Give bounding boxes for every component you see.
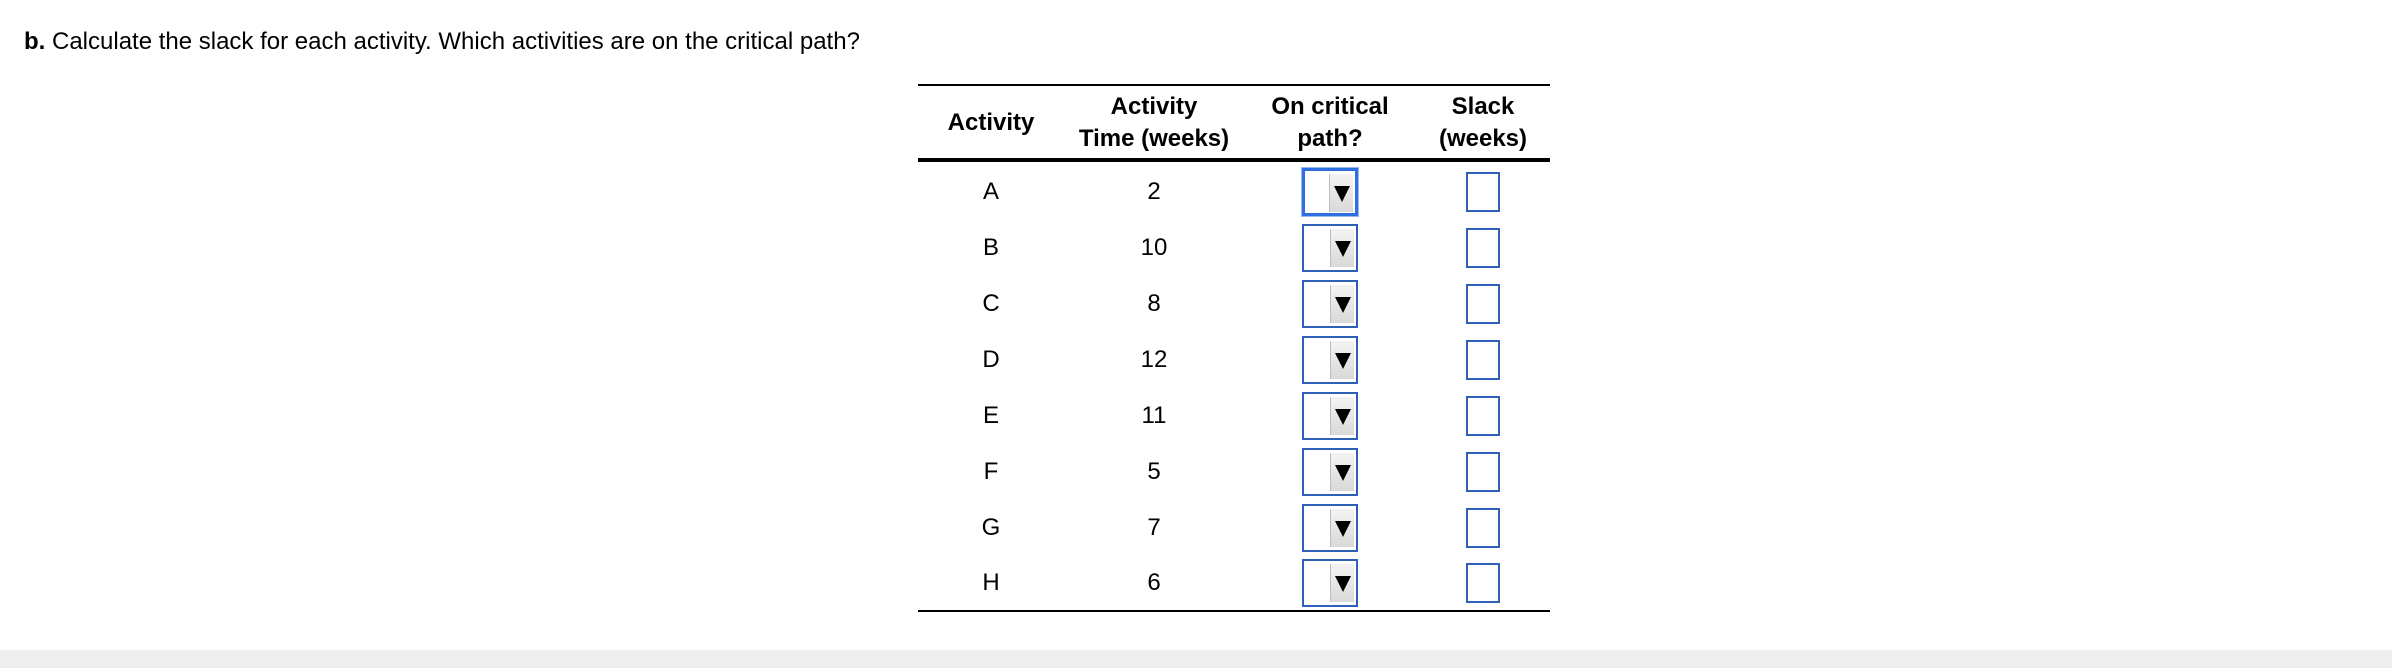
table-row — [918, 160, 1550, 220]
slack-cell — [1416, 556, 1550, 611]
critical-path-select-d[interactable] — [1302, 336, 1358, 384]
header-time-line1: Activity — [1110, 92, 1198, 120]
activity-cell: B — [982, 234, 999, 261]
time-cell: 11 — [1141, 402, 1167, 429]
header-critical-line1: On critical — [1271, 92, 1389, 120]
critical-path-cell — [1244, 388, 1416, 444]
time-cell: 2 — [1147, 178, 1161, 205]
critical-path-select-h[interactable] — [1302, 559, 1358, 607]
critical-path-select-a[interactable] — [1302, 168, 1358, 216]
critical-path-select-c[interactable] — [1302, 280, 1358, 328]
triangle-down-icon[interactable] — [1330, 341, 1354, 379]
slack-cell — [1416, 276, 1550, 332]
triangle-down-icon[interactable] — [1330, 453, 1354, 491]
table-row — [918, 444, 1550, 500]
triangle-down-icon[interactable] — [1330, 397, 1354, 435]
triangle-down-icon[interactable] — [1330, 509, 1354, 547]
table-row — [918, 500, 1550, 556]
slack-cell — [1416, 444, 1550, 500]
table-row — [918, 332, 1550, 388]
critical-path-cell — [1244, 444, 1416, 500]
slack-input-a[interactable] — [1466, 172, 1500, 212]
question-text: Calculate the slack for each activity. Which activities are on the critical path? — [52, 28, 860, 55]
critical-path-cell — [1244, 160, 1416, 220]
header-activity — [918, 85, 1064, 160]
slack-cell — [1416, 160, 1550, 220]
critical-path-select-g[interactable] — [1302, 504, 1358, 552]
triangle-down-icon[interactable] — [1329, 174, 1353, 212]
slack-cell — [1416, 388, 1550, 444]
activity-cell: D — [982, 346, 1000, 373]
header-slack-line2: (weeks) — [1438, 124, 1528, 152]
time-cell: 5 — [1147, 458, 1161, 485]
triangle-down-icon[interactable] — [1330, 229, 1354, 267]
slack-cell — [1416, 220, 1550, 276]
time-cell: 10 — [1140, 234, 1168, 261]
table-row — [918, 276, 1550, 332]
slack-input-h[interactable] — [1466, 563, 1500, 603]
critical-path-cell — [1244, 220, 1416, 276]
activity-cell: C — [982, 290, 1000, 317]
question-part-label: b. — [24, 28, 46, 55]
activity-table-container — [918, 84, 1550, 612]
activity-cell: A — [982, 178, 999, 205]
question-prompt — [24, 26, 860, 58]
triangle-down-icon[interactable] — [1330, 285, 1354, 323]
slack-cell — [1416, 332, 1550, 388]
activity-cell: F — [983, 458, 999, 485]
header-activity-label: Activity — [947, 108, 1035, 136]
header-critical-line2: path? — [1297, 124, 1363, 152]
table-row — [918, 556, 1550, 611]
slack-input-b[interactable] — [1466, 228, 1500, 268]
time-cell: 7 — [1147, 514, 1161, 541]
activity-cell: E — [982, 402, 999, 429]
table-row — [918, 220, 1550, 276]
critical-path-select-e[interactable] — [1302, 392, 1358, 440]
critical-path-cell — [1244, 332, 1416, 388]
bottom-band — [0, 650, 2392, 668]
slack-cell — [1416, 500, 1550, 556]
activity-cell: H — [982, 569, 1000, 596]
slack-input-c[interactable] — [1466, 284, 1500, 324]
time-cell: 6 — [1147, 569, 1161, 596]
table-header-row — [918, 85, 1550, 160]
critical-path-select-f[interactable] — [1302, 448, 1358, 496]
table-row — [918, 388, 1550, 444]
activity-cell: G — [981, 514, 1001, 541]
header-slack — [1416, 85, 1550, 160]
header-activity-time — [1064, 85, 1244, 160]
critical-path-select-b[interactable] — [1302, 224, 1358, 272]
header-critical-path — [1244, 85, 1416, 160]
triangle-down-icon[interactable] — [1330, 564, 1354, 602]
critical-path-cell — [1244, 500, 1416, 556]
header-slack-line1: Slack — [1451, 92, 1515, 120]
slack-input-f[interactable] — [1466, 452, 1500, 492]
critical-path-cell — [1244, 276, 1416, 332]
time-cell: 12 — [1140, 346, 1168, 373]
activity-table — [918, 84, 1550, 612]
time-cell: 8 — [1147, 290, 1161, 317]
slack-input-d[interactable] — [1466, 340, 1500, 380]
slack-input-e[interactable] — [1466, 396, 1500, 436]
slack-input-g[interactable] — [1466, 508, 1500, 548]
critical-path-cell — [1244, 556, 1416, 611]
header-time-line2: Time (weeks) — [1078, 124, 1230, 152]
